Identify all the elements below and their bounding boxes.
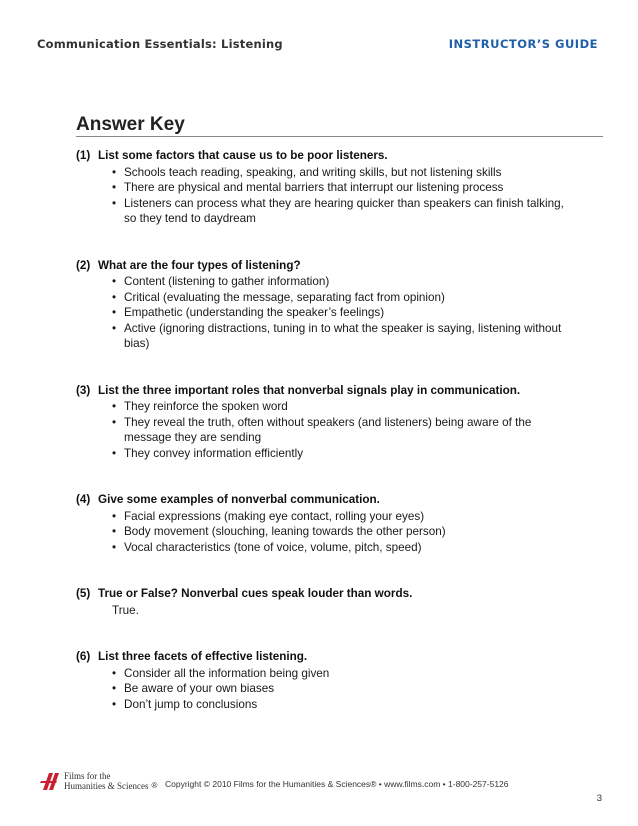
list-item [112, 274, 576, 290]
question-number: (3) [76, 383, 91, 397]
question-block [76, 258, 576, 352]
bullet-icon: • [112, 165, 117, 179]
question-text: True or False? Nonverbal cues speak louder than words. [98, 587, 413, 600]
list-item [112, 165, 576, 181]
publisher-logo [40, 770, 157, 792]
list-item [112, 524, 576, 540]
question-text: List some factors that cause us to be poor listeners. [98, 149, 388, 162]
page-number: 3 [596, 793, 602, 804]
question-number: (6) [76, 650, 91, 663]
bullet-icon: • [112, 400, 117, 413]
bullet-icon: • [112, 275, 117, 288]
question-number: (1) [76, 149, 91, 162]
answer-list [112, 165, 576, 227]
list-item-text: Schools teach reading, speaking, and writing skills, but not listening skills [124, 165, 502, 179]
list-item [112, 666, 576, 682]
answer-list [112, 666, 576, 713]
question-text: What are the four types of listening? [98, 258, 301, 272]
list-item [112, 509, 576, 525]
question-number: (5) [76, 587, 91, 600]
list-item-text: Don’t jump to conclusions [124, 697, 258, 711]
list-item [112, 305, 576, 321]
list-item-text: Facial expressions (making eye contact, rolling your eyes) [124, 509, 425, 523]
bullet-icon: • [112, 540, 117, 554]
question-block [76, 148, 576, 227]
bullet-icon: • [112, 697, 117, 711]
list-item-text: Be aware of your own biases [124, 682, 275, 695]
films-logo-icon [40, 770, 60, 792]
list-item-text: Content (listening to gather information) [124, 275, 330, 288]
answer-key-list [76, 148, 576, 712]
header-guide-label: INSTRUCTOR’S GUIDE [448, 37, 598, 51]
list-item [112, 540, 576, 556]
question-heading [76, 492, 576, 508]
list-item [112, 399, 576, 415]
bullet-icon: • [112, 682, 117, 695]
list-item-text: Vocal characteristics (tone of voice, volume, pitch, speed) [124, 540, 422, 554]
list-item-text: Consider all the information being given [124, 666, 330, 680]
question-text: List three facets of effective listening. [98, 650, 308, 663]
bullet-icon: • [112, 181, 117, 194]
answer-list [112, 509, 576, 556]
question-block [76, 586, 576, 618]
list-item-text: Listeners can process what they are hearing quicker than speakers can finish talking, so they tend to daydream [124, 196, 564, 225]
title-divider [76, 136, 603, 137]
list-item-text: Critical (evaluating the message, separating fact from opinion) [124, 290, 445, 304]
question-number: (4) [76, 493, 91, 506]
list-item [112, 446, 576, 462]
answer-list [112, 274, 576, 352]
question-heading [76, 649, 576, 665]
logo-line-2: Humanities & Sciences [64, 781, 149, 791]
logo-line-1: Films for the [64, 771, 111, 781]
list-item [112, 681, 576, 697]
bullet-icon: • [112, 306, 117, 319]
question-text: Give some examples of nonverbal communication. [98, 493, 380, 506]
list-item-text: Empathetic (understanding the speaker’s feelings) [124, 306, 385, 319]
list-item-text: There are physical and mental barriers that interrupt our listening process [124, 181, 504, 194]
list-item-text: Active (ignoring distractions, tuning in to what the speaker is saying, listening without bias) [124, 321, 562, 350]
bullet-icon: • [112, 196, 117, 210]
bullet-icon: • [112, 415, 117, 429]
logo-registered-mark: ® [151, 781, 158, 790]
question-number: (2) [76, 258, 91, 272]
list-item [112, 196, 576, 227]
bullet-icon: • [112, 321, 117, 335]
copyright-notice: Copyright © 2010 Films for the Humanities & Sciences® • www.films.com • 1-800-257-5126 [165, 779, 509, 789]
list-item [112, 180, 576, 196]
question-heading [76, 586, 576, 602]
list-item-text: They reveal the truth, often without speakers (and listeners) being aware of the message they are sending [124, 415, 532, 444]
header-doc-title: Communication Essentials: Listening [37, 37, 283, 51]
list-item [112, 697, 576, 713]
question-block [76, 492, 576, 555]
list-item [112, 321, 576, 352]
list-item [112, 290, 576, 306]
bullet-icon: • [112, 290, 117, 304]
answer-list [112, 399, 576, 461]
question-heading [76, 148, 576, 164]
question-block [76, 649, 576, 712]
list-item-text: They convey information efficiently [124, 446, 304, 460]
bullet-icon: • [112, 525, 117, 538]
list-item [112, 415, 576, 446]
list-item-text: Body movement (slouching, leaning towards the other person) [124, 525, 446, 538]
question-heading [76, 383, 576, 399]
bullet-icon: • [112, 446, 117, 460]
bullet-icon: • [112, 509, 117, 523]
answer-text: True. [112, 603, 139, 617]
question-block [76, 383, 576, 462]
list-item-text: They reinforce the spoken word [124, 400, 288, 413]
question-heading [76, 258, 576, 274]
bullet-icon: • [112, 666, 117, 680]
section-title: Answer Key [76, 114, 185, 135]
question-text: List the three important roles that nonverbal signals play in communication. [98, 383, 521, 397]
